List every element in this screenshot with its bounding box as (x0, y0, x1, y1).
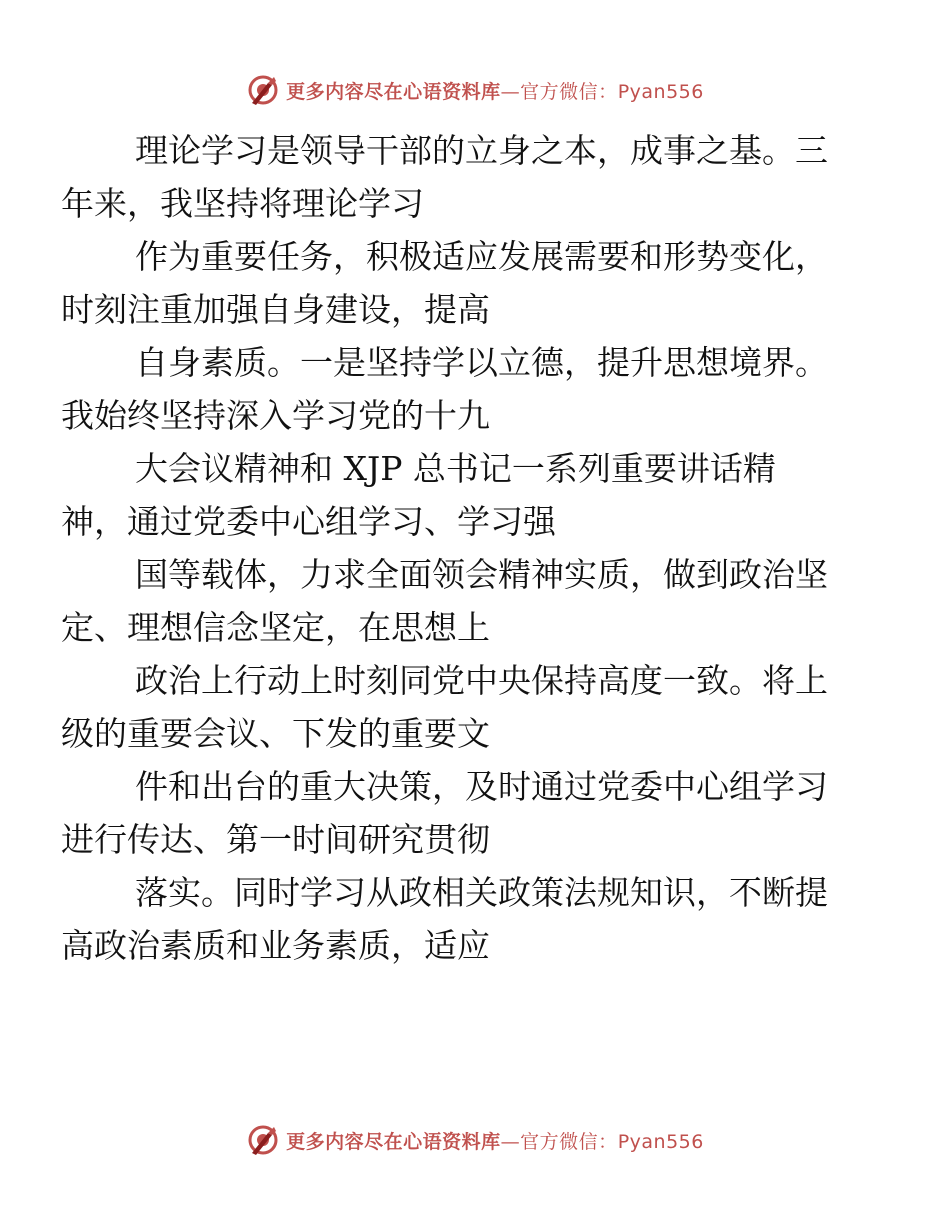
paragraph-line: 国等载体，力求全面领会精神实质，做到政治坚 (135, 555, 828, 594)
header-banner (0, 70, 950, 110)
header-banner-dash: — (500, 80, 521, 103)
paragraph-line: 落实。同时学习从政相关政策法规知识，不断提 (135, 873, 828, 912)
paragraph-line: 进行传达、第一时间研究贯彻 (61, 820, 490, 859)
paragraph-line: 定、理想信念坚定，在思想上 (61, 608, 490, 647)
paragraph-line: 年来，我坚持将理论学习 (61, 184, 424, 223)
paragraph (61, 124, 868, 230)
paragraph-line: 时刻注重加强自身建设，提高 (61, 290, 490, 329)
header-banner-sub: 官方微信： (520, 80, 618, 103)
brand-logo-icon (246, 1123, 280, 1157)
paragraph (61, 230, 868, 336)
paragraph-line: 级的重要会议、下发的重要文 (61, 714, 490, 753)
paragraph (61, 442, 868, 548)
paragraph-line: 神，通过党委中心组学习、学习强 (61, 502, 556, 541)
header-banner-main: 更多内容尽在心语资料库 (286, 80, 501, 103)
paragraph-line: 自身素质。一是坚持学以立德，提升思想境界。 (135, 343, 828, 382)
paragraph (61, 548, 868, 654)
paragraph-line: 高政治素质和业务素质，适应 (61, 926, 490, 965)
paragraph (61, 654, 868, 760)
footer-banner-text (286, 1127, 704, 1154)
paragraph (61, 760, 868, 866)
paragraph-line: 大会议精神和 XJP 总书记一系列重要讲话精 (135, 449, 776, 488)
brand-logo-icon (246, 73, 280, 107)
header-banner-id: Pyan556 (617, 80, 704, 103)
paragraph (61, 336, 868, 442)
footer-banner-id: Pyan556 (617, 1130, 704, 1153)
paragraph-line: 政治上行动上时刻同党中央保持高度一致。将上 (135, 661, 828, 700)
footer-banner-main: 更多内容尽在心语资料库 (286, 1130, 501, 1153)
paragraph-line: 件和出台的重大决策，及时通过党委中心组学习 (135, 767, 828, 806)
header-banner-text (286, 77, 704, 104)
footer-banner (0, 1120, 950, 1160)
paragraph (61, 866, 868, 972)
footer-banner-dash: — (500, 1130, 521, 1153)
paragraph-line: 作为重要任务，积极适应发展需要和形势变化， (135, 237, 828, 276)
footer-banner-sub: 官方微信： (520, 1130, 618, 1153)
paragraph-line: 我始终坚持深入学习党的十九 (61, 396, 490, 435)
document-body (61, 124, 868, 972)
paragraph-line: 理论学习是领导干部的立身之本，成事之基。三 (135, 131, 828, 170)
